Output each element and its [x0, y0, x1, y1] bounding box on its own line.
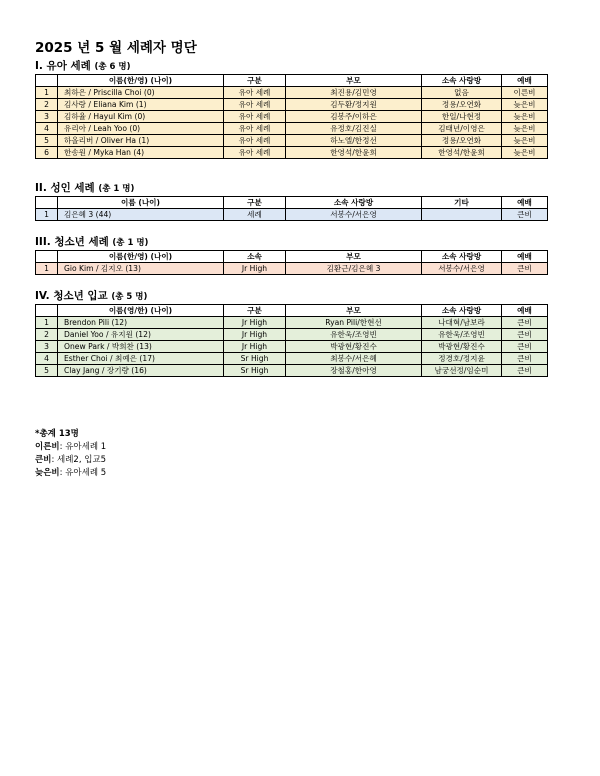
name-cell: 한송원 / Myka Han (4) — [58, 147, 224, 159]
column-header — [36, 305, 58, 317]
type-cell: 세례 — [224, 209, 286, 221]
table-header-row — [36, 251, 548, 263]
youth-baptism-section — [35, 234, 547, 275]
summary-block — [35, 428, 106, 480]
group-cell: 남궁선정/임순미 — [422, 365, 502, 377]
column-header: 이름(한/영) (나이) — [58, 251, 224, 263]
row-number: 2 — [36, 329, 58, 341]
section-heading — [35, 234, 547, 250]
section-heading — [35, 288, 547, 304]
column-header: 이름(영/한) (나이) — [58, 305, 224, 317]
name-cell: 유리아 / Leah Yoo (0) — [58, 123, 224, 135]
section-heading-text: IV. 청소년 입교 — [35, 290, 108, 302]
summary-value: : 세례2, 입교5 — [51, 455, 107, 465]
table-row — [36, 111, 548, 123]
service-cell: 큰비 — [502, 329, 548, 341]
youth-confirmation-section — [35, 288, 547, 377]
parents-cell: 김환근/김은혜 3 — [286, 263, 422, 275]
grade-cell: Sr High — [224, 353, 286, 365]
table-row — [36, 123, 548, 135]
row-number: 6 — [36, 147, 58, 159]
adult-baptism-table — [35, 196, 548, 221]
column-header: 구분 — [224, 197, 286, 209]
service-cell: 늦은비 — [502, 123, 548, 135]
table-row — [36, 99, 548, 111]
service-cell: 늦은비 — [502, 135, 548, 147]
section-count: (총 1 명) — [98, 184, 135, 194]
column-header: 소속 사랑방 — [286, 197, 422, 209]
name-cell: Esther Choi / 최예은 (17) — [58, 353, 224, 365]
column-header: 기타 — [422, 197, 502, 209]
table-header-row — [36, 305, 548, 317]
group-cell: 서봉수/서은영 — [286, 209, 422, 221]
type-cell: 유아 세례 — [224, 99, 286, 111]
name-cell: 김하율 / Hayul Kim (0) — [58, 111, 224, 123]
row-number: 3 — [36, 111, 58, 123]
summary-label: 이른비 — [35, 442, 60, 452]
row-number: 2 — [36, 99, 58, 111]
group-cell: 서봉수/서은영 — [422, 263, 502, 275]
infant-baptism-section — [35, 58, 547, 159]
column-header: 소속 사랑방 — [422, 75, 502, 87]
column-header — [36, 75, 58, 87]
column-header: 구분 — [224, 305, 286, 317]
parents-cell: 하노엘/한정선 — [286, 135, 422, 147]
column-header: 소속 사랑방 — [422, 305, 502, 317]
section-heading — [35, 58, 547, 74]
column-header — [36, 197, 58, 209]
parents-cell: 김두환/정지원 — [286, 99, 422, 111]
column-header: 예배 — [502, 251, 548, 263]
service-cell: 큰비 — [502, 365, 548, 377]
row-number: 4 — [36, 123, 58, 135]
summary-line — [35, 467, 106, 480]
column-header: 예배 — [502, 197, 548, 209]
column-header: 부모 — [286, 305, 422, 317]
type-cell: 유아 세례 — [224, 135, 286, 147]
service-cell: 큰비 — [502, 341, 548, 353]
group-cell: 정용/오연화 — [422, 135, 502, 147]
table-row — [36, 329, 548, 341]
row-number: 1 — [36, 317, 58, 329]
section-heading-text: III. 청소년 세례 — [35, 236, 109, 248]
name-cell: 김은혜 3 (44) — [58, 209, 224, 221]
row-number: 3 — [36, 341, 58, 353]
table-row — [36, 209, 548, 221]
table-row — [36, 87, 548, 99]
document-title: 2025 년 5 월 세례자 명단 — [35, 40, 197, 56]
parents-cell: 한영석/한윤희 — [286, 147, 422, 159]
infant-baptism-table — [35, 74, 548, 159]
summary-total: *총계 13명 — [35, 429, 79, 439]
grade-cell: Jr High — [224, 263, 286, 275]
column-header: 이름 (나이) — [58, 197, 224, 209]
service-cell: 큰비 — [502, 353, 548, 365]
group-cell: 김태년/이영은 — [422, 123, 502, 135]
parents-cell: 유정호/김진실 — [286, 123, 422, 135]
name-cell: Gio Kim / 김지오 (13) — [58, 263, 224, 275]
service-cell: 늦은비 — [502, 111, 548, 123]
row-number: 1 — [36, 87, 58, 99]
group-cell: 나대혁/남보라 — [422, 317, 502, 329]
summary-value: : 유아세례 5 — [59, 468, 107, 478]
column-header: 소속 — [224, 251, 286, 263]
note-cell — [422, 209, 502, 221]
row-number: 1 — [36, 209, 58, 221]
summary-line — [35, 454, 106, 467]
name-cell: Daniel Yoo / 유지원 (12) — [58, 329, 224, 341]
name-cell: Clay Jang / 장기량 (16) — [58, 365, 224, 377]
table-row — [36, 317, 548, 329]
type-cell: 유아 세례 — [224, 123, 286, 135]
name-cell: 김사랑 / Eliana Kim (1) — [58, 99, 224, 111]
service-cell: 큰비 — [502, 317, 548, 329]
service-cell: 늦은비 — [502, 99, 548, 111]
section-heading-text: II. 성인 세례 — [35, 182, 95, 194]
grade-cell: Sr High — [224, 365, 286, 377]
table-row — [36, 353, 548, 365]
group-cell: 한일/나현정 — [422, 111, 502, 123]
group-cell: 한영석/한윤희 — [422, 147, 502, 159]
parents-cell: 장철홍/한아영 — [286, 365, 422, 377]
table-row — [36, 263, 548, 275]
grade-cell: Jr High — [224, 317, 286, 329]
row-number: 5 — [36, 135, 58, 147]
adult-baptism-section — [35, 180, 547, 221]
summary-line — [35, 441, 106, 454]
column-header: 구분 — [224, 75, 286, 87]
table-header-row — [36, 197, 548, 209]
column-header: 예배 — [502, 75, 548, 87]
summary-label: 늦은비 — [35, 468, 60, 478]
column-header: 예배 — [502, 305, 548, 317]
parents-cell: Ryan Pili/한현선 — [286, 317, 422, 329]
service-cell: 이른비 — [502, 87, 548, 99]
section-count: (총 1 명) — [112, 238, 149, 248]
row-number: 4 — [36, 353, 58, 365]
column-header — [36, 251, 58, 263]
parents-cell: 박광현/황진수 — [286, 341, 422, 353]
group-cell: 박광현/황진수 — [422, 341, 502, 353]
parents-cell: 김봉주/이하은 — [286, 111, 422, 123]
type-cell: 유아 세례 — [224, 147, 286, 159]
parents-cell: 최봉수/서은혜 — [286, 353, 422, 365]
table-row — [36, 147, 548, 159]
column-header: 부모 — [286, 75, 422, 87]
column-header: 부모 — [286, 251, 422, 263]
table-row — [36, 135, 548, 147]
service-cell: 큰비 — [502, 209, 548, 221]
type-cell: 유아 세례 — [224, 111, 286, 123]
group-cell: 유한욱/조영빈 — [422, 329, 502, 341]
youth-confirmation-table — [35, 304, 548, 377]
table-header-row — [36, 75, 548, 87]
parents-cell: 최진용/김민영 — [286, 87, 422, 99]
group-cell: 없음 — [422, 87, 502, 99]
group-cell: 정용/오연화 — [422, 99, 502, 111]
column-header: 소속 사랑방 — [422, 251, 502, 263]
summary-value: : 유아세례 1 — [59, 442, 107, 452]
service-cell: 큰비 — [502, 263, 548, 275]
section-heading-text: I. 유아 세례 — [35, 60, 91, 72]
summary-label: 큰비 — [35, 455, 52, 465]
parents-cell: 유한욱/조영빈 — [286, 329, 422, 341]
name-cell: 하올리버 / Oliver Ha (1) — [58, 135, 224, 147]
name-cell: Onew Park / 박희찬 (13) — [58, 341, 224, 353]
name-cell: 최하은 / Priscilla Choi (0) — [58, 87, 224, 99]
column-header: 이름(한/영) (나이) — [58, 75, 224, 87]
section-count: (총 5 명) — [111, 292, 148, 302]
grade-cell: Jr High — [224, 341, 286, 353]
type-cell: 유아 세례 — [224, 87, 286, 99]
grade-cell: Jr High — [224, 329, 286, 341]
group-cell: 정경호/정지윤 — [422, 353, 502, 365]
table-row — [36, 341, 548, 353]
row-number: 1 — [36, 263, 58, 275]
name-cell: Brendon Pili (12) — [58, 317, 224, 329]
row-number: 5 — [36, 365, 58, 377]
table-row — [36, 365, 548, 377]
section-count: (총 6 명) — [94, 62, 131, 72]
section-heading — [35, 180, 547, 196]
youth-baptism-table — [35, 250, 548, 275]
service-cell: 늦은비 — [502, 147, 548, 159]
